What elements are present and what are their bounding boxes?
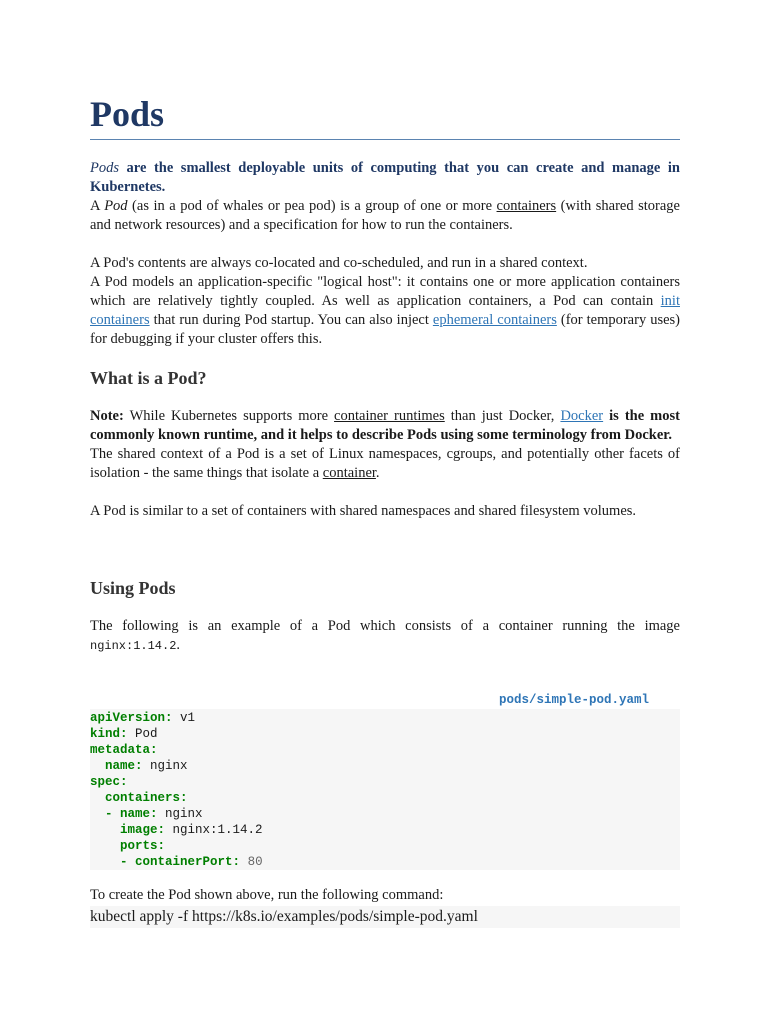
code-key: kind (90, 727, 121, 741)
image-code: nginx:1.14.2 (90, 639, 177, 653)
code-indent: - (90, 807, 121, 821)
text: (as in a pod of whales or pea pod) is a group of one or more (127, 198, 497, 214)
code-line (90, 822, 680, 838)
text: is the most commonly known runtime, and it helps to describe Pods using some terminology from Docker. (90, 408, 680, 443)
docker-link[interactable]: Docker (560, 408, 604, 424)
code-value: nginx (165, 807, 203, 821)
code-separator: : (150, 743, 158, 757)
text: (with shared storage and network resources) and a specification for how to run the containers. (90, 198, 680, 233)
code-indent (90, 791, 105, 805)
yaml-code-block (90, 709, 680, 870)
note-paragraph (90, 407, 680, 445)
code-separator: : (165, 711, 181, 725)
code-line (90, 806, 680, 822)
text: that run during Pod startup. You can also inject (149, 312, 433, 328)
text: The following is an example of a Pod which consists of a container running the image (90, 618, 680, 634)
code-line (90, 854, 680, 870)
page-title: Pods (90, 94, 165, 134)
code-line (90, 742, 680, 758)
text: than just Docker, (444, 408, 561, 424)
text: (for temporary uses) for debugging if your cluster offers this. (90, 312, 680, 347)
code-line (90, 790, 680, 806)
what-is-a-pod-section (90, 407, 680, 521)
example-paragraph (90, 617, 680, 656)
code-line (90, 726, 680, 742)
text: A Pod models an application-specific "logical host": it contains one or more application containers which are relatively tightly coupled. As well as application containers, a Pod can contain (90, 274, 680, 309)
code-key: metadata (90, 743, 151, 757)
code-key: containers (105, 791, 181, 805)
similar-paragraph: A Pod is similar to a set of containers with shared namespaces and shared filesystem volumes. (90, 503, 637, 519)
code-line (90, 774, 680, 790)
title-divider (90, 139, 680, 140)
pod-italic: Pod (104, 198, 128, 214)
code-key: image (120, 823, 158, 837)
text: . (375, 465, 380, 481)
code-separator: : (157, 839, 166, 853)
intro-section (90, 159, 680, 235)
ephemeral-containers-link[interactable]: ephemeral containers (432, 312, 557, 328)
code-indent (90, 823, 120, 837)
text: A (90, 198, 105, 214)
code-separator: : (157, 823, 173, 837)
code-separator: : (120, 727, 136, 741)
code-separator: : (120, 775, 128, 789)
intro-lead-text: are the smallest deployable units of computing that you can create and manage in Kubernetes. (90, 160, 680, 195)
code-value: 80 (247, 855, 263, 869)
text: While Kubernetes supports more (123, 408, 335, 424)
code-separator: : (232, 855, 248, 869)
code-value: Pod (135, 727, 158, 741)
file-caption-link[interactable]: pods/simple-pod.yaml (499, 693, 650, 707)
containers-link[interactable]: containers (496, 198, 557, 214)
note-label: Note: (90, 408, 124, 424)
code-key: apiVersion (90, 711, 166, 725)
code-separator: : (180, 791, 188, 805)
using-pods-section (90, 617, 680, 656)
context-paragraph-2 (90, 273, 680, 349)
text: . (176, 637, 181, 653)
code-value: nginx:1.14.2 (172, 823, 263, 837)
context-paragraph-1: A Pod's contents are always co-located and co-scheduled, and run in a shared context. (90, 255, 588, 271)
code-key: spec (90, 775, 121, 789)
container-link[interactable]: container (322, 465, 376, 481)
pods-italic: Pods (90, 160, 119, 176)
code-indent: - (90, 855, 136, 869)
code-key: name (120, 807, 151, 821)
context-section (90, 254, 680, 349)
code-indent (90, 839, 120, 853)
code-indent (90, 759, 105, 773)
section-heading-what-is-a-pod: What is a Pod? (90, 368, 207, 388)
init-containers-link[interactable]: init containers (90, 293, 680, 328)
shared-context-paragraph (90, 445, 680, 483)
code-line (90, 710, 680, 726)
code-key: ports (120, 839, 158, 853)
code-separator: : (150, 807, 166, 821)
code-line (90, 838, 680, 854)
code-key: name (105, 759, 136, 773)
code-separator: : (135, 759, 151, 773)
intro-lead (90, 159, 680, 197)
container-runtimes-link[interactable]: container runtimes (334, 408, 445, 424)
text: The shared context of a Pod is a set of Linux namespaces, cgroups, and potentially other facets of isolation - the same things that isolate a (90, 446, 680, 481)
code-value: nginx (150, 759, 188, 773)
kubectl-command: kubectl apply -f https://k8s.io/examples/pods/simple-pod.yaml (90, 906, 680, 928)
code-line (90, 758, 680, 774)
code-value: v1 (180, 711, 196, 725)
section-heading-using-pods: Using Pods (90, 578, 176, 598)
code-key: containerPort (135, 855, 233, 869)
command-label: To create the Pod shown above, run the following command: (90, 887, 444, 903)
intro-paragraph (90, 197, 680, 235)
